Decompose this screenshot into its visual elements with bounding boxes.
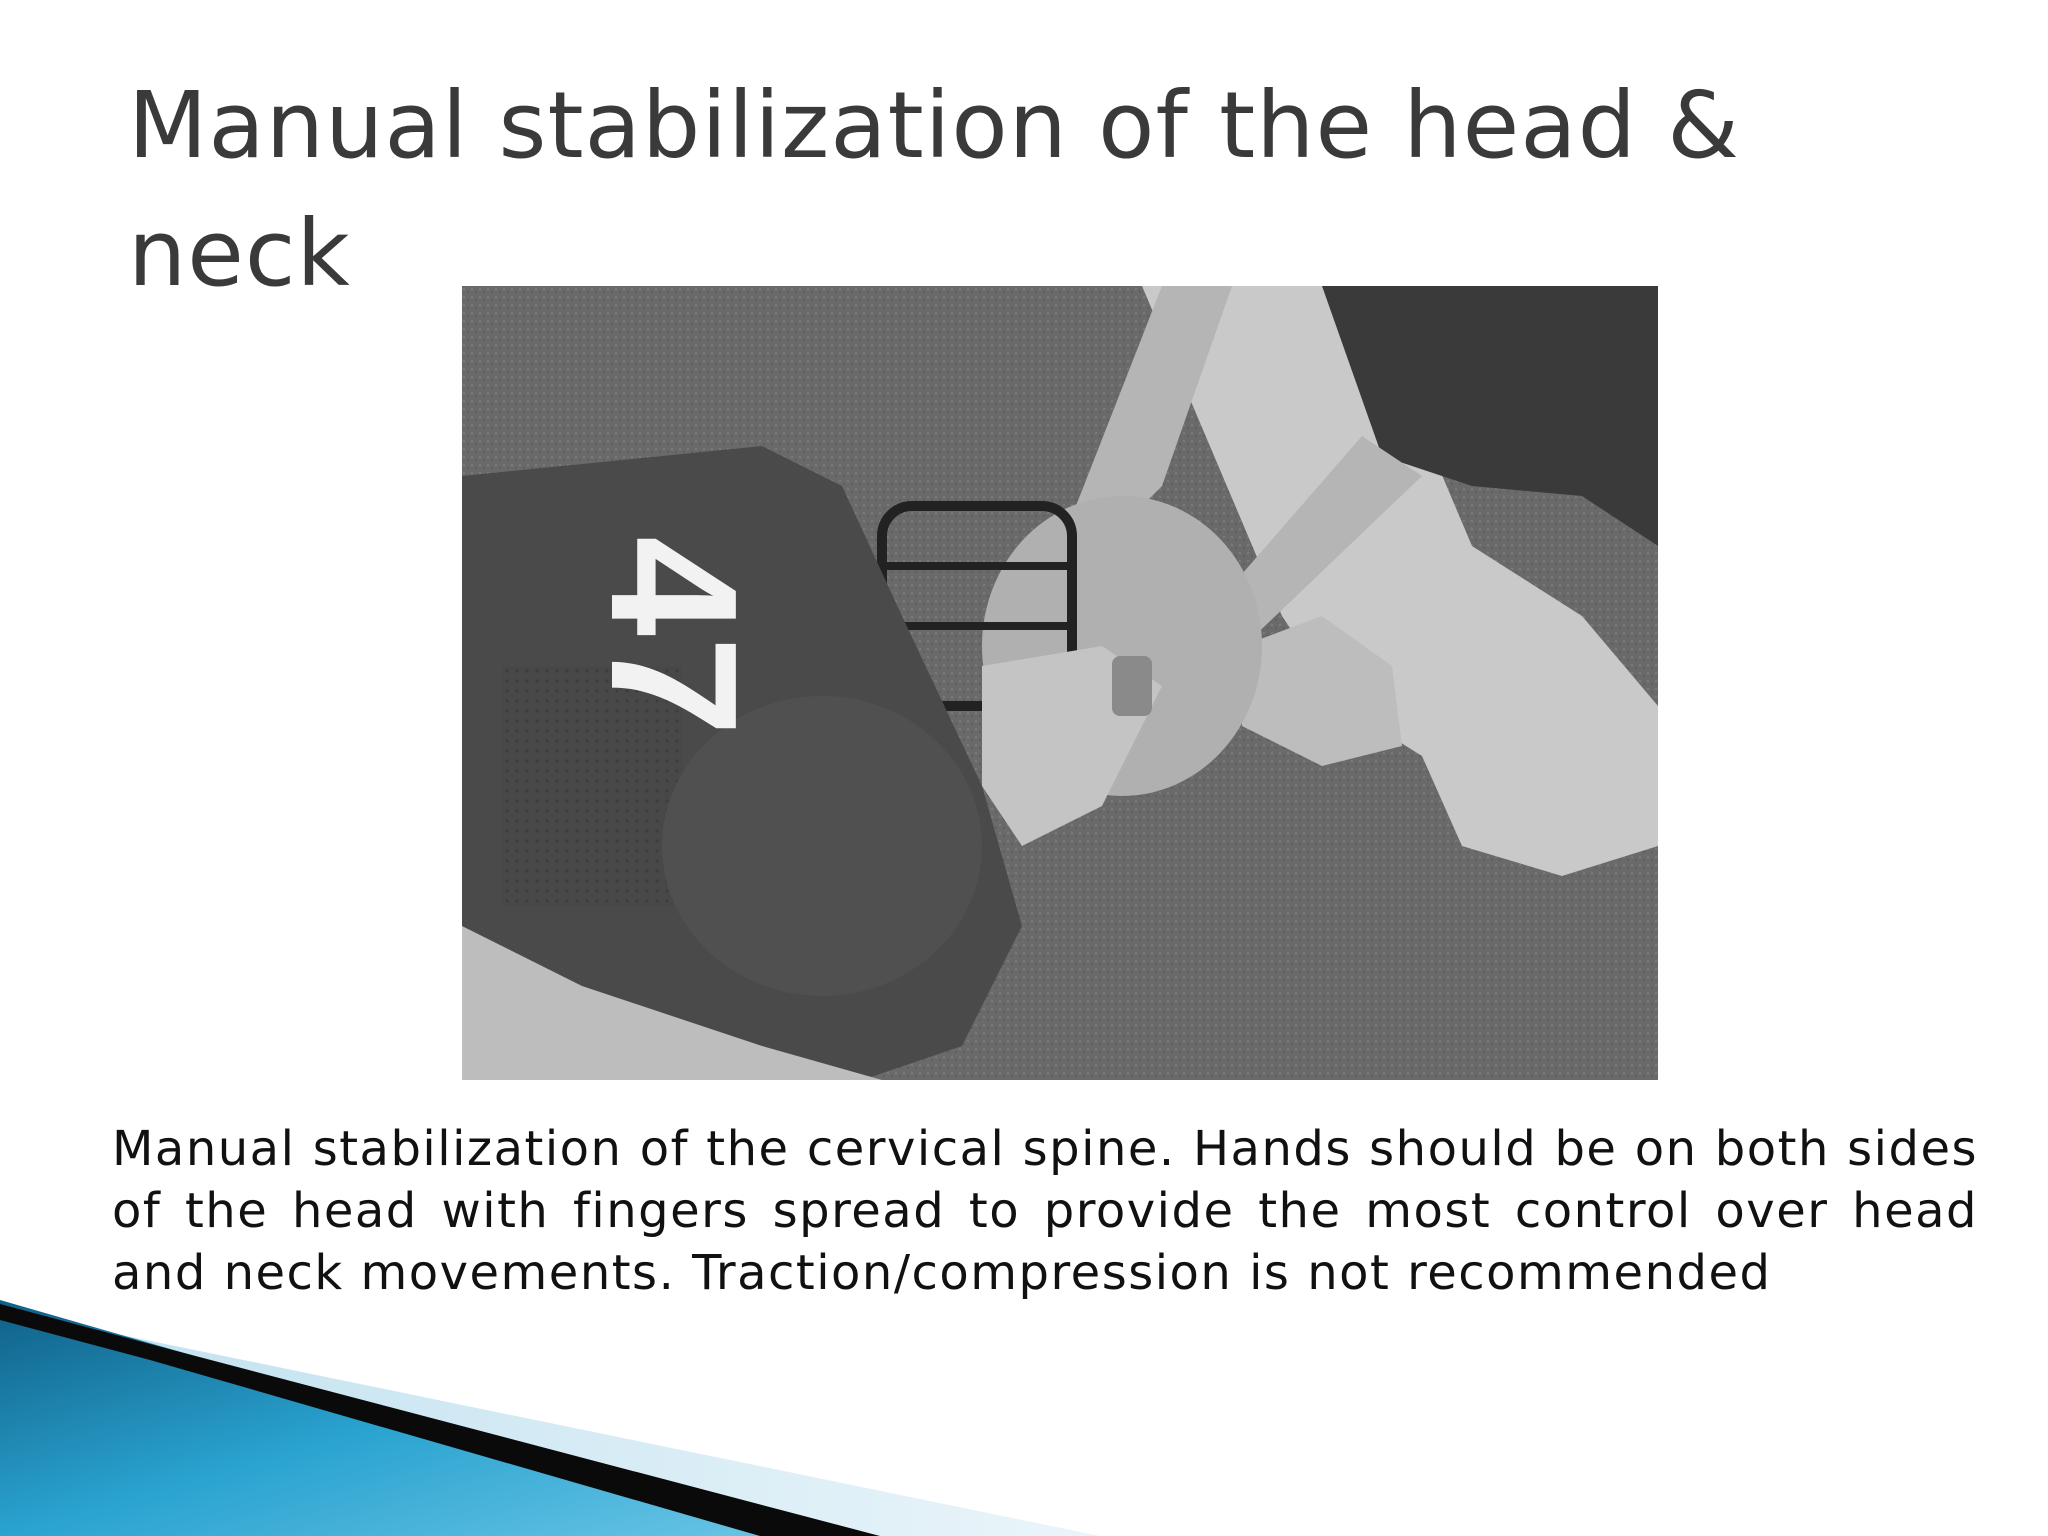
photo-illustration: [462, 286, 1658, 1080]
photo-caption: Manual stabilization of the cervical spine. Hands should be on both sides of the head with fingers spread to provide the most control over head and neck movements. Traction/compression is not recommended: [112, 1121, 1978, 1301]
wristwatch: [1112, 656, 1152, 716]
decorative-swoosh: [0, 1280, 1100, 1536]
shoulder-pad: [662, 696, 982, 996]
stabilization-photo: [462, 286, 1658, 1080]
slide-title: Manual stabilization of the head & neck: [128, 72, 1740, 307]
jersey-number: 47: [573, 536, 774, 737]
